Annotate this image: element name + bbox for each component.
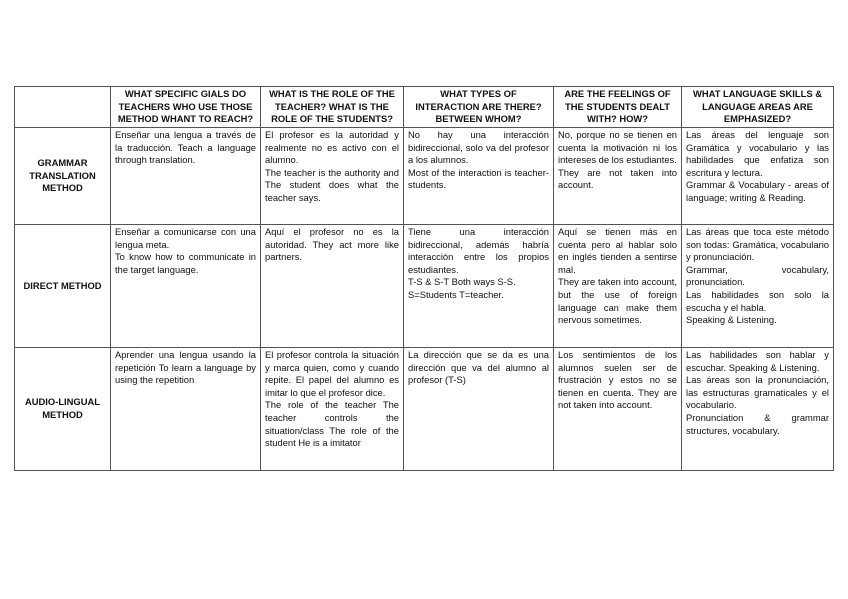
- cell-line: El profesor es la autoridad y realmente no es activo con el alumno.: [265, 129, 399, 166]
- cell-line: Enseñar a comunicarse con una lengua meta.: [115, 226, 256, 250]
- cell-line: Las habilidades son hablar y escuchar. Speaking & Listening.: [686, 349, 829, 373]
- cell-line: Speaking & Listening.: [686, 314, 777, 326]
- cell-line: They are taken into account, but the use of foreign language can make them nervous sometimes.: [558, 276, 677, 326]
- cell-line: S=Students T=teacher.: [408, 288, 504, 300]
- skills-cell: [682, 225, 834, 348]
- feelings-cell: [554, 128, 682, 225]
- cell-line: T-S & S-T Both ways S-S.: [408, 276, 516, 288]
- roles-cell: [261, 348, 404, 471]
- cell-line: Tiene una interacción bidireccional, además habría interacción entre los propios estudiantes.: [408, 226, 549, 275]
- method-name: DIRECT METHOD: [15, 225, 111, 348]
- cell-line: Las áreas del lenguaje son Gramática y vocabulario y las habilidades que enfatiza son escritura y lectura.: [686, 129, 829, 178]
- cell-line: The role of the teacher The teacher controls the situation/class The role of the student He is a imitator: [265, 399, 399, 449]
- cell-line: El profesor controla la situación y marca quien, como y cuando repite. El papel del alumno es imitar lo que el profesor dice.: [265, 349, 399, 398]
- interaction-cell: [404, 128, 554, 225]
- skills-cell: [682, 128, 834, 225]
- cell-line: Las áreas que toca este método son todas: Gramática, vocabulario y pronunciación.: [686, 226, 829, 263]
- cell-line: Pronunciation & grammar structures, vocabulary.: [686, 411, 829, 436]
- cell-line: Aquí el profesor no es la autoridad. They act more like partners.: [265, 226, 399, 263]
- cell-line: They are not taken into account.: [558, 166, 677, 191]
- header-roles: WHAT IS THE ROLE OF THE TEACHER? WHAT IS THE ROLE OF THE STUDENTS?: [261, 87, 404, 128]
- table-row: [15, 128, 834, 225]
- goals-cell: [111, 128, 261, 225]
- table-row: [15, 225, 834, 348]
- cell-line: No hay una interacción bidireccional, solo va del profesor a los alumnos.: [408, 129, 549, 166]
- comparison-table: [14, 86, 834, 471]
- cell-line: No, porque no se tienen en cuenta la motivación ni los intereses de los estudiantes.: [558, 129, 677, 166]
- interaction-cell: [404, 348, 554, 471]
- cell-line: The teacher is the authority and The student does what the teacher says.: [265, 166, 399, 203]
- feelings-cell: [554, 348, 682, 471]
- header-feelings: ARE THE FEELINGS OF THE STUDENTS DEALT WITH? HOW?: [554, 87, 682, 128]
- method-name: AUDIO-LINGUAL METHOD: [15, 348, 111, 471]
- corner-cell: [15, 87, 111, 128]
- cell-line: Las áreas son la pronunciación, las estructuras gramaticales y el vocabulario.: [686, 374, 829, 411]
- goals-cell: [111, 348, 261, 471]
- cell-line: Los sentimientos de los alumnos suelen ser de frustración y estos no se tienen en cuenta. They are not taken into account.: [558, 349, 677, 411]
- cell-line: Aprender una lengua usando la repetición To learn a language by using the repetition: [115, 349, 256, 386]
- cell-line: La dirección que se da es una dirección que va del alumno al profesor (T-S): [408, 349, 549, 386]
- cell-line: To know how to communicate in the target language.: [115, 251, 256, 275]
- header-skills: WHAT LANGUAGE SKILLS & LANGUAGE AREAS ARE EMPHASIZED?: [682, 87, 834, 128]
- feelings-cell: [554, 225, 682, 348]
- header-goals: WHAT SPECIFIC GIALS DO TEACHERS WHO USE THOSE METHOD WHANT TO REACH?: [111, 87, 261, 128]
- header-interaction: WHAT TYPES OF INTERACTION ARE THERE? BETWEEN WHOM?: [404, 87, 554, 128]
- interaction-cell: [404, 225, 554, 348]
- cell-line: Las habilidades son solo la escucha y el habla.: [686, 288, 829, 313]
- cell-line: Grammar, vocabulary, pronunciation.: [686, 263, 829, 288]
- header-row: [15, 87, 834, 128]
- cell-line: Enseñar una lengua a través de la traducción. Teach a language through translation.: [115, 129, 256, 166]
- cell-line: Most of the interaction is teacher-students.: [408, 166, 549, 191]
- roles-cell: [261, 225, 404, 348]
- roles-cell: [261, 128, 404, 225]
- cell-line: Aquí se tienen más en cuenta pero al hablar solo en inglés tienden a sentirse mal.: [558, 226, 677, 275]
- goals-cell: [111, 225, 261, 348]
- skills-cell: [682, 348, 834, 471]
- method-name: GRAMMAR TRANSLATION METHOD: [15, 128, 111, 225]
- table-row: [15, 348, 834, 471]
- cell-line: Grammar & Vocabulary - areas of language; writing & Reading.: [686, 179, 829, 203]
